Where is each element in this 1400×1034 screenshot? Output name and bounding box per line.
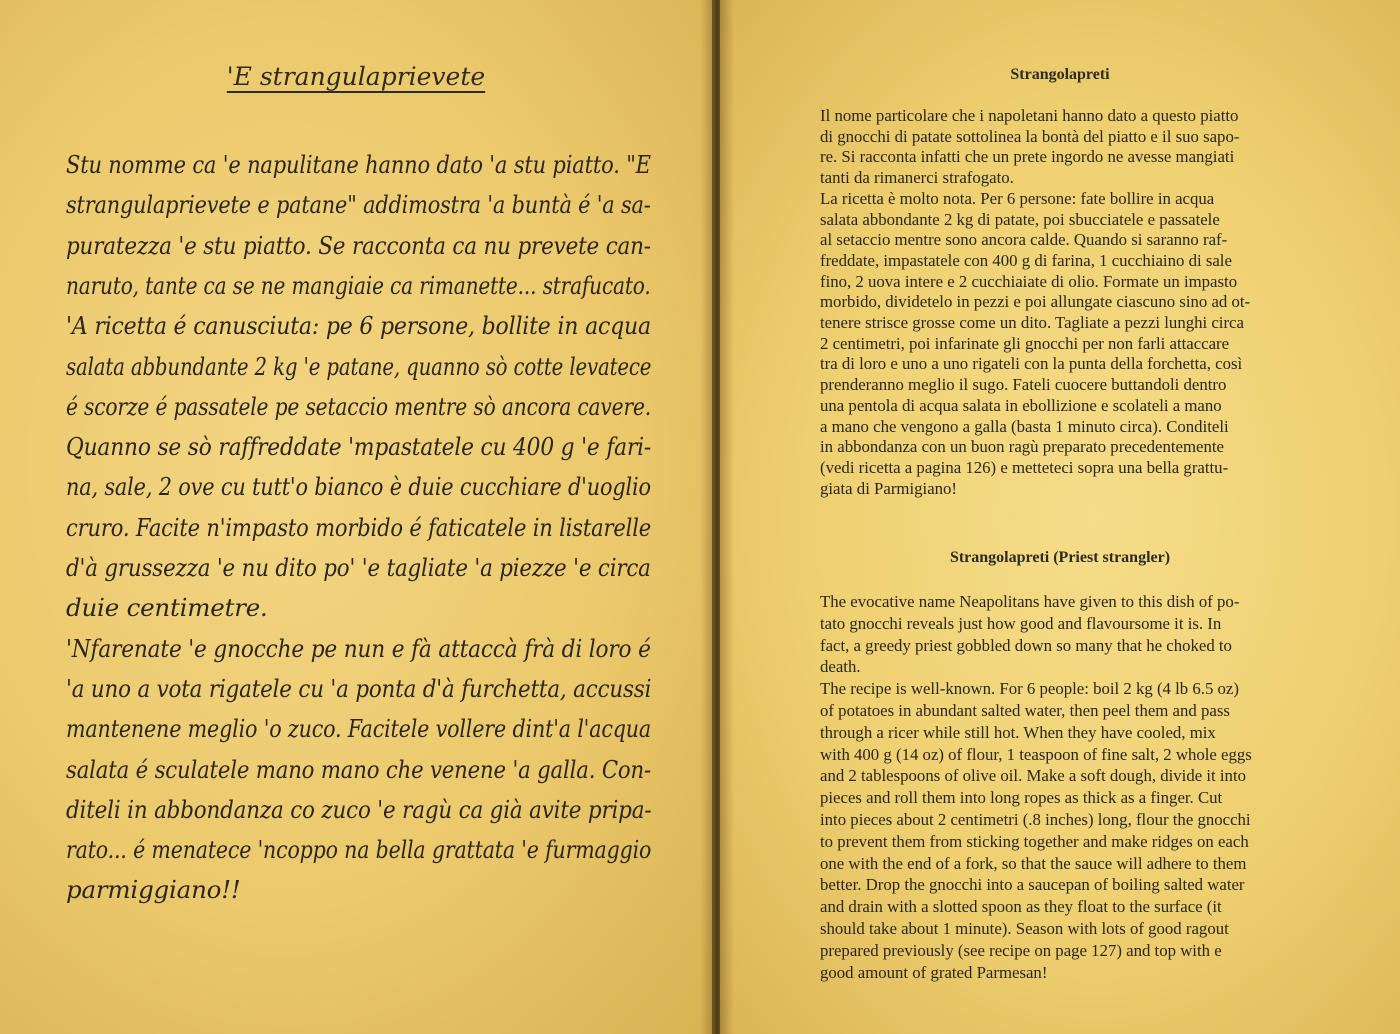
english-text-line: through a ricer while still hot. When they have cooled, mix [820, 722, 1216, 742]
english-text-line: tato gnocchi reveals just how good and flavoursome it is. In [820, 613, 1222, 633]
english-text-line: pieces and roll them into long ropes as thick as a finger. Cut [820, 788, 1223, 808]
handwritten-line: 'A ricetta é canusciuta: pe 6 persone, bollite in acqua [66, 311, 651, 341]
handwritten-line: strangulaprievete e patane" addimostra 'a buntà é 'a sa- [66, 190, 651, 220]
handwritten-line: 'Nfarenate 'e gnocche pe nun e fà attaccà frà di loro é [66, 633, 651, 663]
english-text-line: one with the end of a fork, so that the sauce will adhere to them [820, 853, 1247, 873]
english-text-line: should take about 1 minute). Season with lots of good ragout [820, 919, 1229, 938]
italian-text-line: prenderanno meglio il sugo. Fateli cuocere buttandoli dentro [820, 375, 1227, 395]
english-text-line: prepared previously (see recipe on page 127) and top with e [820, 940, 1222, 960]
italian-text-line: re. Si racconta infatti che un prete ingordo ne avesse mangiati [820, 147, 1235, 167]
english-text-line: of potatoes in abundant salted water, then peel them and pass [820, 701, 1230, 720]
english-text-line: death. [820, 657, 861, 677]
english-text-line: and 2 tablespoons of olive oil. Make a soft dough, divide it into [820, 766, 1246, 786]
handwritten-line: na, sale, 2 ove cu tutt'o bianco è duie cucchiare d'uoglio [66, 472, 651, 502]
italian-text-line: fino, 2 uova intere e 2 cucchiaiate di olio. Formate un impasto [820, 271, 1238, 291]
italian-text-line: tenere strisce grosse come un dito. Tagliate a pezzi lunghi circa [820, 313, 1244, 332]
italian-text-line: tra di loro e uno a uno rigateli con la punta della forchetta, così [820, 354, 1243, 374]
handwritten-line: duie centimetre. [66, 593, 268, 623]
italian-text-line: Il nome particolare che i napoletani hanno dato a questo piatto [820, 106, 1239, 125]
handwritten-line: salata é sculatele mano mano che venene 'a galla. Con- [66, 754, 651, 784]
english-text-line: The recipe is well-known. For 6 people: boil 2 kg (4 lb 6.5 oz) [820, 679, 1239, 699]
handwritten-line: salata abbundante 2 kg 'e patane, quanno sò cotte levatece [66, 351, 652, 381]
italian-text-line: salata abbondante 2 kg di patate, poi sbucciatele e passatele [820, 209, 1220, 229]
italian-text-line: La ricetta è molto nota. Per 6 persone: fate bollire in acqua [820, 188, 1215, 208]
english-text-line: to prevent them from sticking together and make ridges on each [820, 831, 1249, 851]
handwritten-line: d'à grussezza 'e nu dito po' 'e tagliate 'a piezze 'e circa [66, 553, 651, 582]
handwritten-line: 'a uno a vota rigatele cu 'a ponta d'à furchetta, accussi [66, 673, 652, 703]
handwritten-line: puratezza 'e stu piatto. Se racconta ca nu prevete can- [66, 230, 651, 260]
english-text-line: with 400 g (14 oz) of flour, 1 teaspoon of fine salt, 2 whole eggs [820, 744, 1252, 764]
italian-text-line: a mano che vengono a galla (basta 1 minuto circa). Conditeli [820, 416, 1229, 436]
handwritten-line: cruro. Facite n'impasto morbido é faticatele in listarelle [66, 512, 652, 542]
italian-text-line: morbido, dividetelo in pezzi e poi allungate ciascuno sino ad ot- [820, 292, 1251, 312]
english-text-line: and drain with a slotted spoon as they float to the surface (it [820, 897, 1222, 917]
italian-text-line: al setaccio mentre sono ancora calde. Quando si saranno raf- [820, 230, 1228, 250]
italian-text-line: freddate, impastatele con 400 g di farina, 1 cucchiaino di sale [820, 250, 1232, 270]
italian-text-line: 2 centimetri, poi infarinate gli gnocchi per non farli attaccare [820, 333, 1230, 353]
english-text-line: The evocative name Neapolitans have given to this dish of po- [820, 592, 1240, 611]
english-text-line: better. Drop the gnocchi into a saucepan of boiling salted water [820, 875, 1245, 895]
italian-text-line: in abbondanza con un buon ragù preparato precedentemente [820, 437, 1224, 457]
handwritten-line: naruto, tante ca se ne mangiaie ca rimanette... strafucato. [66, 270, 651, 300]
italian-text-line: (vedi ricetta a pagina 126) e metteteci sopra una bella grattu- [820, 457, 1229, 477]
handwritten-line: mantenene meglio 'o zuco. Facitele vollere dint'a l'acqua [66, 714, 652, 744]
handwritten-line: rato... é menatece 'ncoppo na bella grattata 'e furmaggio [66, 835, 652, 865]
italian-text-line: tanti da rimanerci strafogato. [820, 168, 1014, 188]
handwritten-line: é scorze é passatele pe setaccio mentre sò ancora cavere. [66, 391, 652, 421]
english-text-line: into pieces about 2 centimetri (.8 inches) long, flour the gnocchi [820, 810, 1251, 829]
italian-recipe-title: Strangolapreti [1010, 66, 1110, 83]
handwritten-line: Stu nomme ca 'e napulitane hanno dato 'a stu piatto. "E [66, 150, 651, 179]
book-gutter [700, 0, 734, 1034]
english-text-line: fact, a greedy priest gobbled down so many that he choked to [820, 635, 1232, 655]
english-text-line: good amount of grated Parmesan! [820, 962, 1048, 982]
english-recipe-title: Strangolapreti (Priest strangler) [949, 549, 1171, 566]
handwritten-line: parmiggiano!! [66, 875, 241, 905]
handwritten-title: 'E strangulaprievete [226, 62, 486, 91]
italian-text-line: giata di Parmigiano! [820, 478, 958, 498]
italian-text-line: una pentola di acqua salata in ebollizione e scolateli a mano [820, 395, 1222, 415]
handwritten-line: diteli in abbondanza co zuco 'e ragù ca già avite pripa- [66, 794, 652, 824]
italian-text-line: di gnocchi di patate sottolinea la bontà del piatto e il suo sapo- [820, 126, 1240, 146]
handwritten-line: Quanno se sò raffreddate 'mpastatele cu 400 g 'e fari- [66, 432, 652, 462]
